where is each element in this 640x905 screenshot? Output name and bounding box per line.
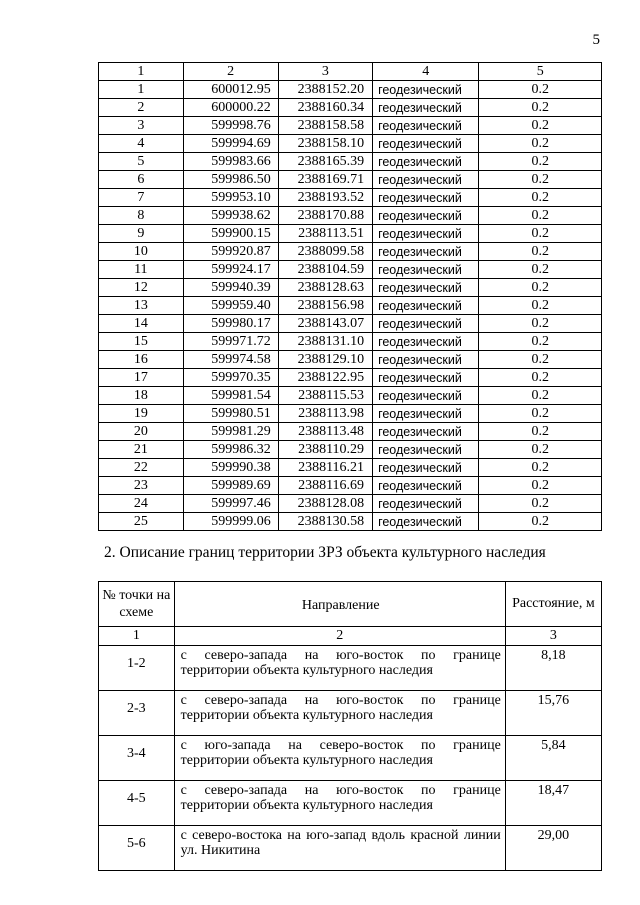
coordinates-header-row bbox=[99, 63, 602, 81]
distance-cell: 15,76 bbox=[505, 691, 601, 736]
method-cell: геодезический bbox=[373, 441, 479, 459]
x-coordinate-cell: 599998.76 bbox=[183, 117, 278, 135]
x-coordinate-cell: 599974.58 bbox=[183, 351, 278, 369]
y-coordinate-cell: 2388129.10 bbox=[278, 351, 372, 369]
table-row bbox=[99, 279, 602, 297]
segment-cell: 3-4 bbox=[99, 736, 175, 781]
y-coordinate-cell: 2388170.88 bbox=[278, 207, 372, 225]
direction-cell: с северо-запада на юго-восток по границе территории объекта культурного наследия bbox=[174, 646, 505, 691]
y-coordinate-cell: 2388193.52 bbox=[278, 189, 372, 207]
table-row bbox=[99, 117, 602, 135]
point-number-cell: 15 bbox=[99, 333, 184, 351]
y-coordinate-cell: 2388160.34 bbox=[278, 99, 372, 117]
boundary-table-body bbox=[99, 582, 602, 871]
boundary-number-row bbox=[99, 627, 602, 646]
accuracy-cell: 0.2 bbox=[479, 315, 602, 333]
table-row bbox=[99, 189, 602, 207]
x-coordinate-cell: 599980.51 bbox=[183, 405, 278, 423]
x-coordinate-cell: 599940.39 bbox=[183, 279, 278, 297]
table-row bbox=[99, 261, 602, 279]
y-coordinate-cell: 2388158.58 bbox=[278, 117, 372, 135]
accuracy-cell: 0.2 bbox=[479, 297, 602, 315]
method-cell: геодезический bbox=[373, 279, 479, 297]
section-title: 2. Описание границ территории ЗРЗ объекта культурного наследия bbox=[104, 544, 546, 561]
y-coordinate-cell: 2388158.10 bbox=[278, 135, 372, 153]
table-row bbox=[99, 495, 602, 513]
y-coordinate-cell: 2388110.29 bbox=[278, 441, 372, 459]
method-cell: геодезический bbox=[373, 261, 479, 279]
accuracy-cell: 0.2 bbox=[479, 387, 602, 405]
method-cell: геодезический bbox=[373, 333, 479, 351]
direction-cell: с северо-востока на юго-запад вдоль красной линии ул. Никитина bbox=[174, 826, 505, 871]
x-coordinate-cell: 599997.46 bbox=[183, 495, 278, 513]
number-cell: 1 bbox=[99, 627, 175, 646]
table-row bbox=[99, 477, 602, 495]
method-cell: геодезический bbox=[373, 423, 479, 441]
x-coordinate-cell: 599920.87 bbox=[183, 243, 278, 261]
point-number-cell: 18 bbox=[99, 387, 184, 405]
page-number: 5 bbox=[592, 32, 600, 48]
accuracy-cell: 0.2 bbox=[479, 189, 602, 207]
x-coordinate-cell: 599970.35 bbox=[183, 369, 278, 387]
x-coordinate-cell: 600000.22 bbox=[183, 99, 278, 117]
number-cell: 2 bbox=[174, 627, 505, 646]
table-row bbox=[99, 646, 602, 691]
accuracy-cell: 0.2 bbox=[479, 225, 602, 243]
y-coordinate-cell: 2388116.69 bbox=[278, 477, 372, 495]
boundary-description-table bbox=[98, 581, 602, 871]
table-row bbox=[99, 315, 602, 333]
segment-cell: 5-6 bbox=[99, 826, 175, 871]
header-cell: 4 bbox=[373, 63, 479, 81]
method-cell: геодезический bbox=[373, 99, 479, 117]
table-row bbox=[99, 135, 602, 153]
point-number-cell: 1 bbox=[99, 81, 184, 99]
y-coordinate-cell: 2388143.07 bbox=[278, 315, 372, 333]
table-row bbox=[99, 423, 602, 441]
method-cell: геодезический bbox=[373, 459, 479, 477]
accuracy-cell: 0.2 bbox=[479, 333, 602, 351]
method-cell: геодезический bbox=[373, 153, 479, 171]
y-coordinate-cell: 2388099.58 bbox=[278, 243, 372, 261]
direction-cell: с северо-запада на юго-восток по границе территории объекта культурного наследия bbox=[174, 781, 505, 826]
method-cell: геодезический bbox=[373, 369, 479, 387]
accuracy-cell: 0.2 bbox=[479, 495, 602, 513]
y-coordinate-cell: 2388115.53 bbox=[278, 387, 372, 405]
accuracy-cell: 0.2 bbox=[479, 279, 602, 297]
method-cell: геодезический bbox=[373, 81, 479, 99]
direction-cell: с северо-запада на юго-восток по границе территории объекта культурного наследия bbox=[174, 691, 505, 736]
table-row bbox=[99, 333, 602, 351]
table-row bbox=[99, 171, 602, 189]
accuracy-cell: 0.2 bbox=[479, 369, 602, 387]
method-cell: геодезический bbox=[373, 513, 479, 531]
x-coordinate-cell: 599983.66 bbox=[183, 153, 278, 171]
y-coordinate-cell: 2388113.98 bbox=[278, 405, 372, 423]
accuracy-cell: 0.2 bbox=[479, 99, 602, 117]
x-coordinate-cell: 599980.17 bbox=[183, 315, 278, 333]
y-coordinate-cell: 2388122.95 bbox=[278, 369, 372, 387]
point-number-cell: 7 bbox=[99, 189, 184, 207]
accuracy-cell: 0.2 bbox=[479, 81, 602, 99]
y-coordinate-cell: 2388130.58 bbox=[278, 513, 372, 531]
y-coordinate-cell: 2388113.51 bbox=[278, 225, 372, 243]
number-cell: 3 bbox=[505, 627, 601, 646]
segment-cell: 1-2 bbox=[99, 646, 175, 691]
y-coordinate-cell: 2388169.71 bbox=[278, 171, 372, 189]
accuracy-cell: 0.2 bbox=[479, 405, 602, 423]
table-row bbox=[99, 99, 602, 117]
header-direction: Направление bbox=[174, 582, 505, 627]
point-number-cell: 12 bbox=[99, 279, 184, 297]
distance-cell: 29,00 bbox=[505, 826, 601, 871]
y-coordinate-cell: 2388128.08 bbox=[278, 495, 372, 513]
x-coordinate-cell: 599986.50 bbox=[183, 171, 278, 189]
method-cell: геодезический bbox=[373, 207, 479, 225]
accuracy-cell: 0.2 bbox=[479, 207, 602, 225]
method-cell: геодезический bbox=[373, 135, 479, 153]
point-number-cell: 19 bbox=[99, 405, 184, 423]
point-number-cell: 10 bbox=[99, 243, 184, 261]
accuracy-cell: 0.2 bbox=[479, 243, 602, 261]
x-coordinate-cell: 599994.69 bbox=[183, 135, 278, 153]
table-row bbox=[99, 691, 602, 736]
x-coordinate-cell: 599971.72 bbox=[183, 333, 278, 351]
x-coordinate-cell: 599981.29 bbox=[183, 423, 278, 441]
table-row bbox=[99, 297, 602, 315]
y-coordinate-cell: 2388128.63 bbox=[278, 279, 372, 297]
x-coordinate-cell: 599981.54 bbox=[183, 387, 278, 405]
method-cell: геодезический bbox=[373, 297, 479, 315]
point-number-cell: 20 bbox=[99, 423, 184, 441]
table-row bbox=[99, 405, 602, 423]
x-coordinate-cell: 599924.17 bbox=[183, 261, 278, 279]
point-number-cell: 17 bbox=[99, 369, 184, 387]
accuracy-cell: 0.2 bbox=[479, 117, 602, 135]
point-number-cell: 14 bbox=[99, 315, 184, 333]
accuracy-cell: 0.2 bbox=[479, 423, 602, 441]
y-coordinate-cell: 2388152.20 bbox=[278, 81, 372, 99]
method-cell: геодезический bbox=[373, 315, 479, 333]
method-cell: геодезический bbox=[373, 495, 479, 513]
point-number-cell: 3 bbox=[99, 117, 184, 135]
x-coordinate-cell: 599900.15 bbox=[183, 225, 278, 243]
table-row bbox=[99, 441, 602, 459]
point-number-cell: 23 bbox=[99, 477, 184, 495]
header-distance: Расстояние, м bbox=[505, 582, 601, 627]
accuracy-cell: 0.2 bbox=[479, 261, 602, 279]
point-number-cell: 21 bbox=[99, 441, 184, 459]
accuracy-cell: 0.2 bbox=[479, 171, 602, 189]
accuracy-cell: 0.2 bbox=[479, 477, 602, 495]
table-row bbox=[99, 351, 602, 369]
x-coordinate-cell: 599990.38 bbox=[183, 459, 278, 477]
y-coordinate-cell: 2388165.39 bbox=[278, 153, 372, 171]
header-cell: 5 bbox=[479, 63, 602, 81]
point-number-cell: 22 bbox=[99, 459, 184, 477]
segment-cell: 4-5 bbox=[99, 781, 175, 826]
point-number-cell: 8 bbox=[99, 207, 184, 225]
table-row bbox=[99, 243, 602, 261]
point-number-cell: 24 bbox=[99, 495, 184, 513]
y-coordinate-cell: 2388116.21 bbox=[278, 459, 372, 477]
y-coordinate-cell: 2388104.59 bbox=[278, 261, 372, 279]
method-cell: геодезический bbox=[373, 189, 479, 207]
method-cell: геодезический bbox=[373, 405, 479, 423]
accuracy-cell: 0.2 bbox=[479, 135, 602, 153]
x-coordinate-cell: 599986.32 bbox=[183, 441, 278, 459]
accuracy-cell: 0.2 bbox=[479, 351, 602, 369]
y-coordinate-cell: 2388156.98 bbox=[278, 297, 372, 315]
x-coordinate-cell: 599953.10 bbox=[183, 189, 278, 207]
table-row bbox=[99, 225, 602, 243]
accuracy-cell: 0.2 bbox=[479, 441, 602, 459]
table-row bbox=[99, 207, 602, 225]
distance-cell: 18,47 bbox=[505, 781, 601, 826]
method-cell: геодезический bbox=[373, 171, 479, 189]
table-row bbox=[99, 387, 602, 405]
accuracy-cell: 0.2 bbox=[479, 513, 602, 531]
segment-cell: 2-3 bbox=[99, 691, 175, 736]
point-number-cell: 2 bbox=[99, 99, 184, 117]
x-coordinate-cell: 600012.95 bbox=[183, 81, 278, 99]
table-row bbox=[99, 459, 602, 477]
y-coordinate-cell: 2388131.10 bbox=[278, 333, 372, 351]
point-number-cell: 4 bbox=[99, 135, 184, 153]
y-coordinate-cell: 2388113.48 bbox=[278, 423, 372, 441]
table-row bbox=[99, 153, 602, 171]
boundary-header-row bbox=[99, 582, 602, 627]
method-cell: геодезический bbox=[373, 243, 479, 261]
x-coordinate-cell: 599938.62 bbox=[183, 207, 278, 225]
method-cell: геодезический bbox=[373, 225, 479, 243]
header-cell: 1 bbox=[99, 63, 184, 81]
x-coordinate-cell: 599959.40 bbox=[183, 297, 278, 315]
table-row bbox=[99, 369, 602, 387]
coordinates-table-body bbox=[99, 63, 602, 531]
table-row bbox=[99, 513, 602, 531]
point-number-cell: 13 bbox=[99, 297, 184, 315]
method-cell: геодезический bbox=[373, 477, 479, 495]
header-cell: 2 bbox=[183, 63, 278, 81]
point-number-cell: 6 bbox=[99, 171, 184, 189]
distance-cell: 5,84 bbox=[505, 736, 601, 781]
x-coordinate-cell: 599989.69 bbox=[183, 477, 278, 495]
table-row bbox=[99, 81, 602, 99]
point-number-cell: 5 bbox=[99, 153, 184, 171]
accuracy-cell: 0.2 bbox=[479, 153, 602, 171]
distance-cell: 8,18 bbox=[505, 646, 601, 691]
coordinates-table bbox=[98, 62, 602, 531]
method-cell: геодезический bbox=[373, 117, 479, 135]
table-row bbox=[99, 736, 602, 781]
point-number-cell: 11 bbox=[99, 261, 184, 279]
point-number-cell: 16 bbox=[99, 351, 184, 369]
table-row bbox=[99, 781, 602, 826]
accuracy-cell: 0.2 bbox=[479, 459, 602, 477]
table-row bbox=[99, 826, 602, 871]
direction-cell: с юго-запада на северо-восток по границе территории объекта культурного наследия bbox=[174, 736, 505, 781]
header-point: № точки на схеме bbox=[99, 582, 175, 627]
point-number-cell: 25 bbox=[99, 513, 184, 531]
point-number-cell: 9 bbox=[99, 225, 184, 243]
header-cell: 3 bbox=[278, 63, 372, 81]
method-cell: геодезический bbox=[373, 387, 479, 405]
method-cell: геодезический bbox=[373, 351, 479, 369]
x-coordinate-cell: 599999.06 bbox=[183, 513, 278, 531]
